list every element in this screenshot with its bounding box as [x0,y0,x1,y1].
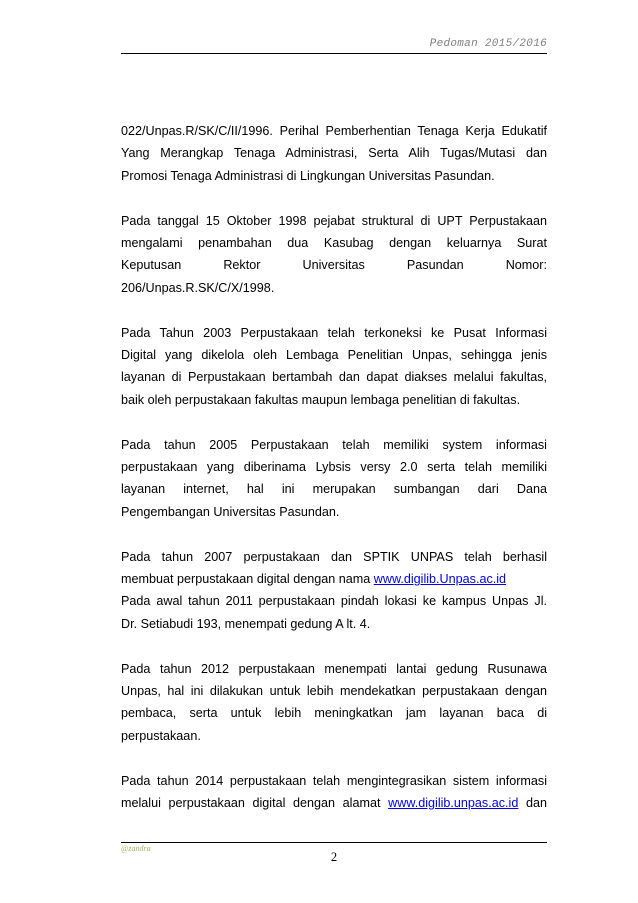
text-line: Digital yang dikelola oleh Lembaga Penelitian Unpas, sehingga jenis [121,348,547,363]
text-line: Promosi Tenaga Administrasi di Lingkungan Universitas Pasundan. [121,168,495,183]
text-line: mengalami penambahan dua Kasubag dengan keluarnya Surat [121,236,547,251]
text-line: Pada Tahun 2003 Perpustakaan telah terkoneksi ke Pusat Informasi [121,325,547,340]
text-line: Pada tahun 2005 Perpustakaan telah memiliki system informasi [121,437,547,452]
text-line [121,792,547,814]
header-divider [121,53,547,54]
paragraph-7 [121,658,547,748]
text-line: 022/Unpas.R/SK/C/II/1996. Perihal Pemberhentian Tenaga Kerja Edukatif [121,124,547,138]
text-line: Pada tahun 2012 perpustakaan menempati lantai gedung Rusunawa [121,661,547,676]
text-line: layanan internet, hal ini merupakan sumbangan dari Dana [121,482,547,497]
paragraph-6 [121,590,547,635]
text-segment: melalui perpustakaan digital dengan alamat [121,796,389,811]
page-number: 2 [330,850,338,864]
text-line: Dr. Setiabudi 193, menempati gedung A lt. 4. [121,616,371,631]
paragraph-3 [121,322,547,412]
text-line: Pengembangan Universitas Pasundan. [121,504,340,519]
paragraph-5 [121,546,547,591]
text-segment: membuat perpustakaan digital dengan nama [121,572,374,587]
digilib-link[interactable]: www.digilib.unpas.ac.id [388,796,519,811]
footer-author: @zandra [121,844,151,853]
text-line: layanan di Perpustakaan bertambah dan dapat diakses melalui fakultas, [121,370,547,385]
paragraph-1 [121,120,547,187]
paragraph-4 [121,434,547,524]
footer-divider [121,842,547,843]
running-header: Pedoman 2015/2016 [429,38,547,50]
text-line: perpustakaan yang diberinama Lybsis versy 2.0 serta telah memiliki [121,460,547,475]
document-body [121,120,547,837]
digilib-link[interactable]: www.digilib.Unpas.ac.id [373,572,507,587]
text-line: baik oleh perpustakaan fakultas maupun lembaga penelitian di fakultas. [121,392,521,407]
text-line: perpustakaan. [121,728,201,743]
text-line: Yang Merangkap Tenaga Administrasi, Serta Alih Tugas/Mutasi dan [121,146,547,161]
text-line: Pada awal tahun 2011 perpustakaan pindah lokasi ke kampus Unpas Jl. [121,594,547,609]
text-line: 206/Unpas.R.SK/C/X/1998. [121,280,275,295]
paragraph-2 [121,210,547,300]
text-line: Unpas, hal ini dilakukan untuk lebih mendekatkan perpustakaan dengan [121,684,547,699]
text-line: pembaca, serta untuk lebih meningkatkan jam layanan baca di [121,706,547,721]
paragraph-8 [121,770,547,815]
text-line [121,568,547,590]
text-segment: dan [518,796,547,811]
text-line: Pada tahun 2007 perpustakaan dan SPTIK UNPAS telah berhasil [121,549,547,564]
text-line: Keputusan Rektor Universitas Pasundan Nomor: [121,258,547,273]
text-line: Pada tahun 2014 perpustakaan telah mengintegrasikan sistem informasi [121,773,547,788]
text-line: Pada tanggal 15 Oktober 1998 pejabat struktural di UPT Perpustakaan [121,213,547,228]
